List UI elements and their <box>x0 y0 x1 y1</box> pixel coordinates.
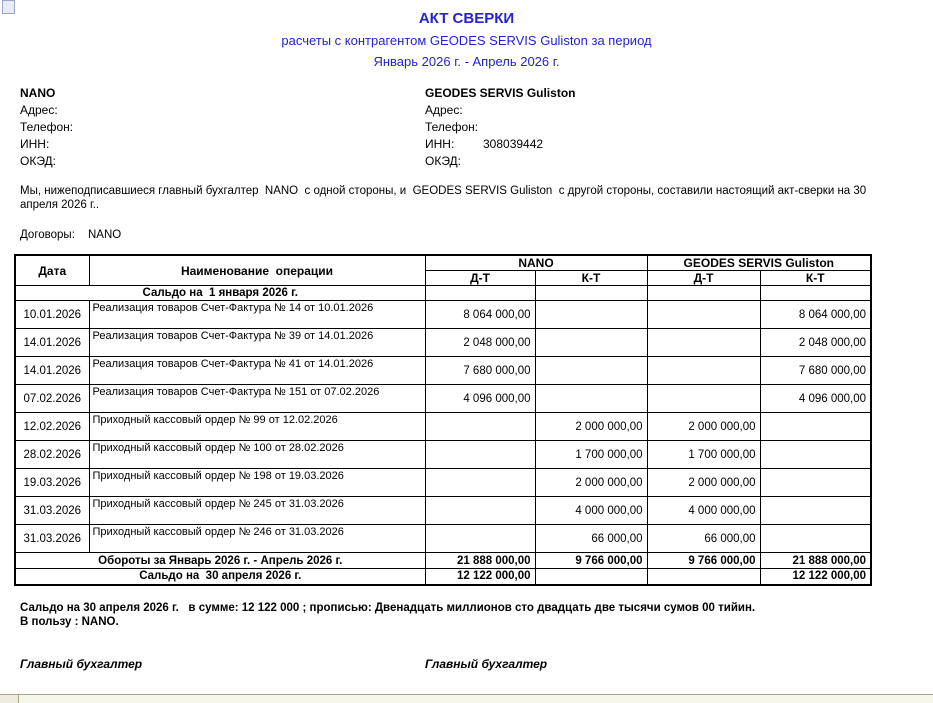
page-subtitle-counterparty: расчеты с контрагентом GEODES SERVIS Guliston за период <box>281 33 652 48</box>
row-nano-dt <box>425 525 535 553</box>
row-geo-dt: 4 000 000,00 <box>647 497 760 525</box>
horizontal-scrollbar[interactable] <box>0 694 933 703</box>
row-nano-dt <box>425 469 535 497</box>
row-geo-kt: 7 680 000,00 <box>760 357 871 385</box>
row-date: 31.03.2026 <box>15 497 89 525</box>
row-date: 10.01.2026 <box>15 301 89 329</box>
page-title: АКТ СВЕРКИ <box>418 10 515 27</box>
row-nano-kt: 2 000 000,00 <box>535 413 647 441</box>
party-left-name: NANO <box>20 86 56 100</box>
row-nano-dt <box>425 413 535 441</box>
closing-geo-kt: 12 122 000,00 <box>760 569 871 585</box>
header-geo-kt: К-Т <box>760 271 871 286</box>
row-geo-kt <box>760 413 871 441</box>
closing-balance-row <box>15 569 871 585</box>
table-header <box>15 255 871 286</box>
row-operation: Реализация товаров Счет-Фактура № 39 от 14.01.2026 <box>89 329 425 357</box>
document-header <box>0 0 933 69</box>
contracts-value: NANO <box>88 229 122 241</box>
row-nano-dt <box>425 441 535 469</box>
row-geo-dt <box>647 357 760 385</box>
party-left-oked: ОКЭД: <box>20 154 57 168</box>
row-operation: Реализация товаров Счет-Фактура № 14 от 10.01.2026 <box>89 301 425 329</box>
row-nano-dt <box>425 497 535 525</box>
row-nano-kt <box>535 329 647 357</box>
row-geo-kt <box>760 525 871 553</box>
party-left-phone: Телефон: <box>20 120 74 134</box>
header-date: Дата <box>15 255 89 286</box>
row-operation: Приходный кассовый ордер № 246 от 31.03.2026 <box>89 525 425 553</box>
row-date: 14.01.2026 <box>15 329 89 357</box>
party-right-inn-value: 308039442 <box>483 137 544 151</box>
preamble-text: Мы, нижеподписавшиеся главный бухгалтер NANO с одной стороны, и GEODES SERVIS Guliston с другой стороны, составили настоящий акт-сверки на 30 апреля 2026 г.. <box>20 185 870 211</box>
turnover-geo-kt: 21 888 000,00 <box>760 553 871 569</box>
scrollbar-corner[interactable] <box>0 695 19 703</box>
row-date: 19.03.2026 <box>15 469 89 497</box>
row-nano-kt: 4 000 000,00 <box>535 497 647 525</box>
row-geo-dt: 2 000 000,00 <box>647 469 760 497</box>
opening-balance-row <box>15 286 871 301</box>
table-row <box>15 385 871 413</box>
party-left-inn <box>20 136 425 153</box>
row-date: 14.01.2026 <box>15 357 89 385</box>
party-right-inn <box>425 136 933 153</box>
party-left <box>20 85 425 170</box>
party-right-name: GEODES SERVIS Guliston <box>425 86 576 100</box>
row-date: 07.02.2026 <box>15 385 89 413</box>
table-row <box>15 301 871 329</box>
in-favor-line: В пользу : NANO. <box>20 615 119 628</box>
row-geo-kt: 8 064 000,00 <box>760 301 871 329</box>
row-operation: Приходный кассовый ордер № 99 от 12.02.2026 <box>89 413 425 441</box>
row-date: 31.03.2026 <box>15 525 89 553</box>
window-control-artifact <box>2 0 15 14</box>
row-geo-kt <box>760 497 871 525</box>
party-left-address: Адрес: <box>20 103 58 117</box>
row-nano-dt: 2 048 000,00 <box>425 329 535 357</box>
row-geo-kt: 2 048 000,00 <box>760 329 871 357</box>
opening-geo-kt <box>760 286 871 301</box>
signature-left: Главный бухгалтер <box>20 656 143 671</box>
row-operation: Приходный кассовый ордер № 245 от 31.03.2026 <box>89 497 425 525</box>
turnover-nano-kt: 9 766 000,00 <box>535 553 647 569</box>
row-nano-kt: 1 700 000,00 <box>535 441 647 469</box>
row-operation: Реализация товаров Счет-Фактура № 151 от 07.02.2026 <box>89 385 425 413</box>
table-row <box>15 441 871 469</box>
row-geo-dt <box>647 301 760 329</box>
row-nano-dt: 4 096 000,00 <box>425 385 535 413</box>
contracts-label: Договоры: <box>20 229 75 241</box>
row-nano-kt <box>535 385 647 413</box>
row-geo-dt: 66 000,00 <box>647 525 760 553</box>
row-nano-kt <box>535 301 647 329</box>
row-operation: Приходный кассовый ордер № 198 от 19.03.2026 <box>89 469 425 497</box>
header-left-company: NANO <box>425 255 647 271</box>
closing-geo-dt <box>647 569 760 585</box>
turnover-row <box>15 553 871 569</box>
header-nano-kt: К-Т <box>535 271 647 286</box>
row-date: 28.02.2026 <box>15 441 89 469</box>
party-right-inn-label: ИНН: <box>425 137 455 151</box>
party-left-inn-label: ИНН: <box>20 137 50 151</box>
opening-balance-label: Сальдо на 1 января 2026 г. <box>15 286 425 301</box>
table-row <box>15 357 871 385</box>
row-nano-dt: 7 680 000,00 <box>425 357 535 385</box>
signatures-row <box>20 657 933 671</box>
row-operation: Реализация товаров Счет-Фактура № 41 от 14.01.2026 <box>89 357 425 385</box>
row-nano-kt: 66 000,00 <box>535 525 647 553</box>
table-row <box>15 413 871 441</box>
party-right-oked: ОКЭД: <box>425 154 462 168</box>
row-geo-dt <box>647 329 760 357</box>
turnover-nano-dt: 21 888 000,00 <box>425 553 535 569</box>
table-row <box>15 329 871 357</box>
row-geo-dt: 2 000 000,00 <box>647 413 760 441</box>
opening-nano-kt <box>535 286 647 301</box>
row-nano-kt <box>535 357 647 385</box>
turnover-geo-dt: 9 766 000,00 <box>647 553 760 569</box>
operations-body <box>15 301 871 553</box>
header-geo-dt: Д-Т <box>647 271 760 286</box>
reconciliation-table <box>14 254 872 586</box>
row-operation: Приходный кассовый ордер № 100 от 28.02.2026 <box>89 441 425 469</box>
header-nano-dt: Д-Т <box>425 271 535 286</box>
row-geo-kt <box>760 441 871 469</box>
header-operation: Наименование операции <box>89 255 425 286</box>
row-geo-dt: 1 700 000,00 <box>647 441 760 469</box>
row-nano-kt: 2 000 000,00 <box>535 469 647 497</box>
row-geo-dt <box>647 385 760 413</box>
table-row <box>15 469 871 497</box>
closing-nano-kt <box>535 569 647 585</box>
signature-right: Главный бухгалтер <box>425 656 548 671</box>
row-geo-kt: 4 096 000,00 <box>760 385 871 413</box>
row-geo-kt <box>760 469 871 497</box>
row-date: 12.02.2026 <box>15 413 89 441</box>
opening-geo-dt <box>647 286 760 301</box>
row-nano-dt: 8 064 000,00 <box>425 301 535 329</box>
page-subtitle-period: Январь 2026 г. - Апрель 2026 г. <box>373 54 560 69</box>
closing-balance-label: Сальдо на 30 апреля 2026 г. <box>15 569 425 585</box>
party-right <box>425 85 933 170</box>
header-right-company: GEODES SERVIS Guliston <box>647 255 871 271</box>
contracts-line <box>20 229 933 241</box>
table-row <box>15 497 871 525</box>
opening-nano-dt <box>425 286 535 301</box>
closing-nano-dt: 12 122 000,00 <box>425 569 535 585</box>
closing-balance-summary: Сальдо на 30 апреля 2026 г. в сумме: 12 122 000 ; прописью: Двенадцать миллионов сто двадцать две тысячи сумов 00 тийин. <box>20 601 756 614</box>
parties-section <box>20 85 933 170</box>
table-row <box>15 525 871 553</box>
turnover-label: Обороты за Январь 2026 г. - Апрель 2026 г. <box>15 553 425 569</box>
party-right-address: Адрес: <box>425 103 463 117</box>
party-right-phone: Телефон: <box>425 120 479 134</box>
